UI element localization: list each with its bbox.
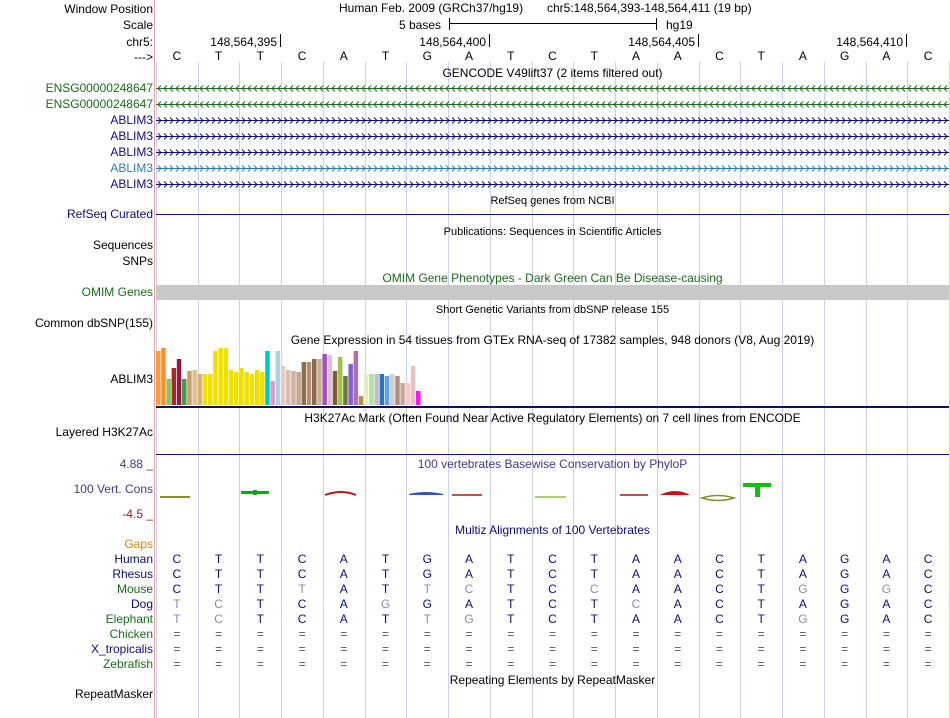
multiz-base: = [924, 627, 932, 641]
gencode-item-label[interactable]: ABLIM3 [110, 177, 153, 191]
gencode-item-label[interactable]: ABLIM3 [110, 113, 153, 127]
scale-label: Scale [122, 18, 153, 32]
multiz-species-label[interactable]: Chicken [109, 627, 153, 641]
multiz-base: T [507, 597, 515, 611]
multiz-base: = [215, 657, 223, 671]
multiz-base: T [590, 567, 598, 581]
multiz-base: = [799, 627, 807, 641]
multiz-base: A [339, 612, 348, 626]
multiz-base: T [507, 552, 515, 566]
multiz-base: C [214, 612, 223, 626]
multiz-base: = [715, 657, 723, 671]
multiz-base: = [173, 642, 181, 656]
multiz-species-label[interactable]: X_tropicalis [90, 642, 153, 656]
multiz-base: T [298, 582, 306, 596]
ruler-tick-label: 148,564,400 [419, 35, 486, 49]
cons-mark-6 [620, 491, 690, 495]
multiz-species-label[interactable]: Rhesus [112, 567, 153, 581]
pubs-title: Publications: Sequences in Scientific Articles [443, 226, 662, 238]
gencode-item-label[interactable]: ENSG00000248647 [45, 97, 153, 111]
multiz-base: T [423, 582, 431, 596]
multiz-base: G [839, 567, 850, 581]
multiz-base: G [798, 582, 808, 596]
multiz-base: A [631, 582, 640, 596]
omim-title: OMIM Gene Phenotypes - Dark Green Can Be Disease-causing [382, 271, 723, 285]
cons-ymin: -4.5 _ [122, 507, 153, 521]
window-position-label: Window Position [64, 2, 153, 16]
multiz-base: T [381, 567, 390, 581]
multiz-base: C [464, 582, 474, 596]
multiz-base: A [339, 597, 348, 611]
multiz-base: T [173, 612, 181, 626]
multiz-base: T [381, 582, 390, 596]
cons-mark-7 [702, 496, 734, 501]
multiz-species-label[interactable]: Zebrafish [102, 657, 153, 671]
multiz-base: = [715, 642, 723, 656]
multiz-base: = [757, 642, 765, 656]
multiz-base: = [841, 642, 849, 656]
base-letter: T [256, 49, 264, 63]
multiz-base: T [256, 582, 264, 596]
multiz-species-label[interactable]: Elephant [105, 612, 153, 626]
multiz-base: T [256, 612, 264, 626]
multiz-base: G [422, 597, 432, 611]
multiz-base: = [548, 627, 556, 641]
base-letter: C [715, 49, 724, 63]
multiz-base: A [798, 597, 807, 611]
cons-label[interactable]: 100 Vert. Cons [73, 482, 153, 496]
multiz-base: = [340, 627, 348, 641]
base-letter: C [548, 49, 557, 63]
base-letter: G [839, 49, 850, 63]
multiz-base: = [215, 642, 223, 656]
multiz-base: = [256, 642, 264, 656]
multiz-title: Multiz Alignments of 100 Vertebrates [455, 523, 650, 537]
multiz-base: = [674, 642, 682, 656]
multiz-base: T [173, 597, 181, 611]
multiz-base: T [507, 567, 515, 581]
multiz-base: T [214, 552, 223, 566]
multiz-base: = [298, 657, 306, 671]
multiz-base: = [882, 627, 890, 641]
multiz-base: = [548, 657, 556, 671]
base-letter: T [757, 49, 765, 63]
scale-text: 5 bases [399, 18, 442, 32]
multiz-base: A [673, 612, 682, 626]
multiz-base: = [173, 657, 181, 671]
base-letter: A [339, 49, 348, 63]
multiz-base: A [339, 552, 348, 566]
cons-mark-4 [409, 492, 482, 495]
dbsnp-label[interactable]: Common dbSNP(155) [34, 316, 153, 330]
multiz-base: A [631, 612, 640, 626]
multiz-base: A [798, 567, 807, 581]
multiz-base: = [882, 642, 890, 656]
cons-title: 100 vertebrates Basewise Conservation by PhyloP [417, 457, 688, 471]
ruler-tick-label: 148,564,410 [836, 35, 903, 49]
base-letter: C [923, 49, 933, 63]
multiz-base: A [465, 597, 474, 611]
multiz-base: = [507, 642, 515, 656]
multiz-base: = [465, 642, 473, 656]
multiz-base: C [297, 567, 307, 581]
multiz-base: C [548, 582, 557, 596]
gencode-title: GENCODE V49lift37 (2 items filtered out) [442, 66, 663, 80]
multiz-base: C [172, 567, 182, 581]
multiz-base: = [632, 642, 640, 656]
gencode-item-label[interactable]: ABLIM3 [110, 145, 153, 159]
multiz-base: = [715, 627, 723, 641]
repeat-title: Repeating Elements by RepeatMasker [449, 673, 656, 687]
multiz-species-label[interactable]: Dog [130, 597, 153, 611]
gencode-item-label[interactable]: ABLIM3 [110, 129, 153, 143]
multiz-base: C [631, 597, 641, 611]
multiz-base: = [882, 657, 890, 671]
base-letter: A [631, 49, 640, 63]
omim-label[interactable]: OMIM Genes [81, 285, 153, 299]
base-letter: T [590, 49, 598, 63]
base-letter: A [673, 49, 682, 63]
multiz-base: = [548, 642, 556, 656]
multiz-base: C [548, 597, 557, 611]
refseq-label[interactable]: RefSeq Curated [66, 207, 153, 221]
multiz-base: C [297, 597, 307, 611]
base-letter: A [798, 49, 807, 63]
multiz-base: A [882, 597, 891, 611]
multiz-base: = [799, 657, 807, 671]
multiz-base: C [715, 552, 724, 566]
multiz-species-label[interactable]: Human [114, 552, 153, 566]
multiz-base: C [923, 612, 933, 626]
multiz-base: = [423, 642, 431, 656]
base-letter: G [422, 49, 432, 63]
multiz-base: = [757, 657, 765, 671]
multiz-base: T [757, 567, 765, 581]
multiz-base: = [340, 642, 348, 656]
multiz-species-label[interactable]: Mouse [116, 582, 153, 596]
multiz-base: = [924, 657, 932, 671]
multiz-base: G [881, 582, 892, 596]
multiz-base: = [215, 627, 223, 641]
multiz-base: T [214, 582, 223, 596]
multiz-base: = [340, 657, 348, 671]
multiz-base: A [673, 597, 682, 611]
multiz-base: = [382, 657, 390, 671]
gaps-label[interactable]: Gaps [124, 537, 153, 551]
multiz-base: G [839, 582, 850, 596]
multiz-base: = [674, 627, 682, 641]
multiz-base: C [548, 612, 557, 626]
multiz-base: A [339, 567, 348, 581]
cons-ymax: 4.88 _ [119, 457, 153, 471]
multiz-base: G [422, 552, 432, 566]
multiz-base: C [923, 567, 933, 581]
strand-label: ---> [134, 50, 153, 64]
gtex-label[interactable]: ABLIM3 [110, 372, 153, 386]
multiz-base: = [382, 642, 390, 656]
base-letter: T [507, 49, 515, 63]
cons-mark-2 [241, 490, 269, 495]
multiz-base: = [423, 627, 431, 641]
multiz-base: = [799, 642, 807, 656]
multiz-base: C [297, 612, 307, 626]
multiz-base: T [757, 582, 765, 596]
multiz-base: G [380, 597, 391, 611]
multiz-base: C [214, 597, 223, 611]
multiz-base: G [464, 612, 474, 626]
multiz-base: = [465, 657, 473, 671]
base-letter: A [882, 49, 891, 63]
gtex-title: Gene Expression in 54 tissues from GTEx RNA-seq of 17382 samples, 948 donors (V8, Aug 2019) [290, 333, 815, 347]
multiz-base: = [256, 657, 264, 671]
multiz-base: = [590, 657, 598, 671]
multiz-base: C [923, 582, 933, 596]
multiz-base: T [590, 552, 598, 566]
h3k27ac-title: H3K27Ac Mark (Often Found Near Active Regulatory Elements) on 7 cell lines from ENCODE [304, 411, 801, 425]
multiz-base: = [382, 627, 390, 641]
refseq-title: RefSeq genes from NCBI [490, 195, 615, 207]
assembly-text: Human Feb. 2009 (GRCh37/hg19) [339, 1, 524, 15]
multiz-base: G [798, 612, 808, 626]
multiz-base: T [256, 597, 264, 611]
multiz-base: G [839, 612, 850, 626]
multiz-base: = [590, 642, 598, 656]
multiz-base: T [757, 612, 765, 626]
multiz-base: T [507, 582, 515, 596]
chrom-label: chr5: [126, 35, 153, 49]
multiz-base: = [507, 657, 515, 671]
h3k27ac-label[interactable]: Layered H3K27Ac [55, 425, 153, 439]
pubs-snps-label[interactable]: SNPs [122, 254, 153, 268]
multiz-base: A [465, 552, 474, 566]
multiz-base: C [589, 582, 599, 596]
multiz-base: C [715, 582, 724, 596]
multiz-base: = [256, 627, 264, 641]
multiz-base: = [298, 627, 306, 641]
multiz-base: T [757, 552, 765, 566]
multiz-base: = [423, 657, 431, 671]
gencode-item-label[interactable]: ABLIM3 [110, 161, 153, 175]
multiz-base: C [548, 567, 557, 581]
multiz-base: = [632, 627, 640, 641]
scale-db: hg19 [666, 18, 693, 32]
multiz-base: T [423, 612, 431, 626]
multiz-base: A [631, 552, 640, 566]
base-letter: C [297, 49, 307, 63]
multiz-base: = [841, 627, 849, 641]
gencode-item-label[interactable]: ENSG00000248647 [45, 81, 153, 95]
repeat-label[interactable]: RepeatMasker [74, 687, 153, 701]
multiz-base: A [465, 567, 474, 581]
base-letter: A [465, 49, 474, 63]
multiz-base: C [923, 597, 933, 611]
cons-mark-3 [325, 492, 356, 495]
multiz-base: = [841, 657, 849, 671]
multiz-base: = [674, 657, 682, 671]
multiz-base: C [172, 552, 182, 566]
multiz-base: A [673, 552, 682, 566]
multiz-base: = [924, 642, 932, 656]
multiz-base: T [381, 612, 390, 626]
multiz-base: C [297, 552, 307, 566]
multiz-base: = [590, 627, 598, 641]
multiz-base: T [507, 612, 515, 626]
multiz-base: G [422, 567, 432, 581]
multiz-base: T [256, 567, 264, 581]
multiz-base: T [590, 612, 598, 626]
multiz-base: A [673, 582, 682, 596]
base-letter: T [214, 49, 223, 63]
multiz-base: C [715, 567, 724, 581]
cons-mark-8 [743, 483, 771, 497]
multiz-base: C [172, 582, 182, 596]
base-letter: T [381, 49, 390, 63]
multiz-base: = [465, 627, 473, 641]
multiz-base: G [839, 552, 850, 566]
dbsnp-title: Short Genetic Variants from dbSNP release 155 [435, 304, 670, 316]
multiz-base: T [256, 552, 264, 566]
multiz-base: T [381, 552, 390, 566]
position-text[interactable]: chr5:148,564,393-148,564,411 (19 bp) [547, 1, 752, 15]
multiz-base: = [507, 627, 515, 641]
multiz-base: A [798, 552, 807, 566]
multiz-base: T [214, 567, 223, 581]
multiz-base: C [923, 552, 933, 566]
multiz-base: A [882, 552, 891, 566]
multiz-base: A [631, 567, 640, 581]
multiz-base: A [339, 582, 348, 596]
multiz-base: C [715, 597, 724, 611]
multiz-base: A [882, 567, 891, 581]
multiz-base: = [298, 642, 306, 656]
ruler-tick-label: 148,564,405 [628, 35, 695, 49]
multiz-base: = [173, 627, 181, 641]
multiz-base: C [548, 552, 557, 566]
multiz-base: A [673, 567, 682, 581]
base-letter: C [172, 49, 182, 63]
multiz-base: T [757, 597, 765, 611]
pubs-sequences-label[interactable]: Sequences [92, 238, 153, 252]
multiz-base: A [882, 612, 891, 626]
multiz-base: C [715, 612, 724, 626]
multiz-base: G [839, 597, 850, 611]
ruler-tick-label: 148,564,395 [210, 35, 277, 49]
multiz-base: T [590, 597, 598, 611]
multiz-base: = [757, 627, 765, 641]
multiz-base: = [632, 657, 640, 671]
